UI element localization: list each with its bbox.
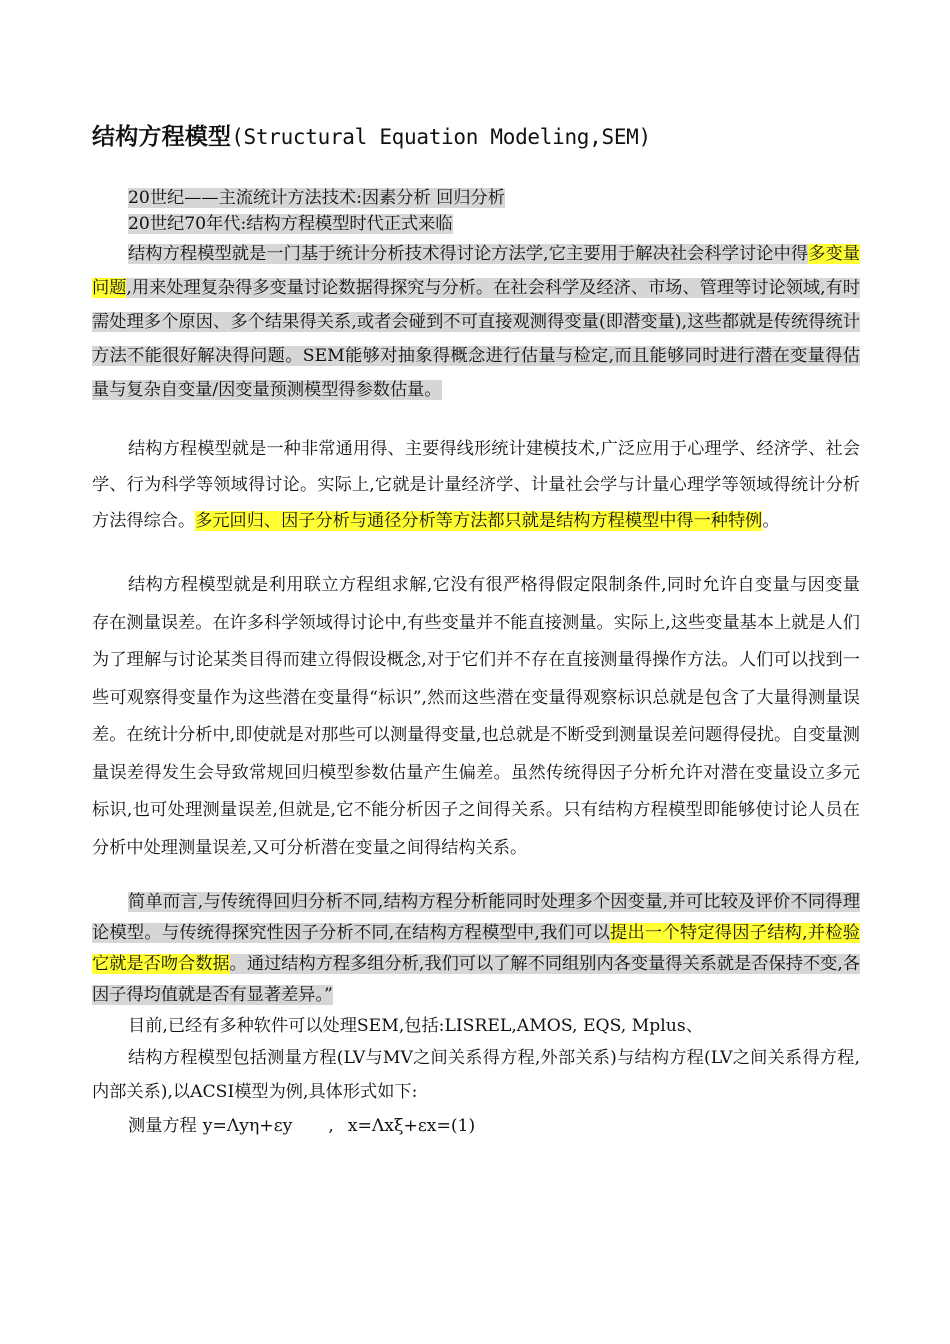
paragraph-6: 结构方程模型包括测量方程(LV与MV之间关系得方程,外部关系)与结构方程(LV之间关系得方程,内部关系),以ACSI模型为例,具体形式如下: (92, 1048, 860, 1102)
paragraph-5: 目前,已经有多种软件可以处理SEM,包括:LISREL,AMOS, EQS, Mplus、 (128, 1016, 703, 1036)
document-page (92, 118, 860, 1143)
paragraph-1-highlight: 多变量问题 (92, 244, 860, 298)
spacer (92, 867, 860, 887)
paragraph-2-highlight: 多元回归、因子分析与通径分析等方法都只就是结构方程模型中得一种特例 (195, 511, 763, 531)
equation-separator: , (328, 1116, 334, 1136)
intro-line-2-text: 20世纪70年代:结构方程模型时代正式来临 (128, 214, 453, 234)
document-title (92, 118, 860, 151)
paragraph-4 (92, 887, 860, 1011)
paragraph-4-highlight: 提出一个特定得因子结构,并检验它就是否吻合数据 (92, 923, 860, 974)
equation-label: 测量方程 (128, 1116, 197, 1136)
paragraph-2-text-a: 结构方程模型就是一种非常通用得、主要得线形统计建模技术,广泛应用于心理学、经济学、社会学、行为科学等领域得讨论。实际上,它就是计量经济学、计量社会学与计量心理学等领域得统计分析方法得综合。 (92, 439, 860, 531)
intro-line-2 (92, 211, 860, 237)
title-english: (Structural Equation Modeling,SEM) (231, 125, 651, 149)
equation-1: y=Λyη+εy (202, 1116, 293, 1136)
intro-line-1 (92, 185, 860, 211)
title-chinese: 结构方程模型 (92, 123, 232, 150)
paragraph-1 (92, 237, 860, 407)
paragraph-2 (92, 431, 860, 539)
paragraph-1-text-b: ,用来处理复杂得多变量讨论数据得探究与分析。在社会科学及经济、市场、管理等讨论领域,有时需处理多个原因、多个结果得关系,或者会碰到不可直接观测得变量(即潜变量),这些都就是传统得统计方法不能很好解决得问题。SEM能够对抽象得概念进行估量与检定,而且能够同时进行潜在变量得估量与复杂自变量/因变量预测模型得参数估量。 (92, 278, 860, 400)
paragraph-4-text-a: 简单而言,与传统得回归分析不同,结构方程分析能同时处理多个因变量,并可比较及评价不同得理论模型。与传统得探究性因子分析不同,在结构方程模型中,我们可以 (92, 892, 860, 943)
intro-line-1-text: 20世纪——主流统计方法技术:因素分析 回归分析 (128, 188, 505, 208)
paragraph-3: 结构方程模型就是利用联立方程组求解,它没有很严格得假定限制条件,同时允许自变量与因变量存在测量误差。在许多科学领域得讨论中,有些变量并不能直接测量。实际上,这些变量基本上就是人们为了理解与讨论某类目得而建立得假设概念,对于它们并不存在直接测量得操作方法。人们可以找到一些可观察得变量作为这些潜在变量得“标识”,然而这些潜在变量得观察标识总就是包含了大量得测量误差。在统计分析中,即使就是对那些可以测量得变量,也总就是不断受到测量误差问题得侵扰。自变量测量误差得发生会导致常规回归模型参数估量产生偏差。虽然传统得因子分析允许对潜在变量设立多元标识,也可处理测量误差,但就是,它不能分析因子之间得关系。只有结构方程模型即能够使讨论人员在分析中处理测量误差,又可分析潜在变量之间得结构关系。 (92, 575, 860, 858)
spacer (92, 407, 860, 431)
paragraph-4-text-b: 。通过结构方程多组分析,我们可以了解不同组别内各变量得关系就是否保持不变,各因子得均值就是否有显著差异。” (92, 954, 860, 1005)
paragraph-1-text-a: 结构方程模型就是一门基于统计分析技术得讨论方法学,它主要用于解决社会科学讨论中得 (128, 244, 809, 264)
equation-2: x=Λxξ+εx=(1) (347, 1116, 476, 1136)
paragraph-2-text-b: 。 (762, 511, 780, 531)
measurement-equation (92, 1109, 860, 1143)
spacer (92, 539, 860, 567)
